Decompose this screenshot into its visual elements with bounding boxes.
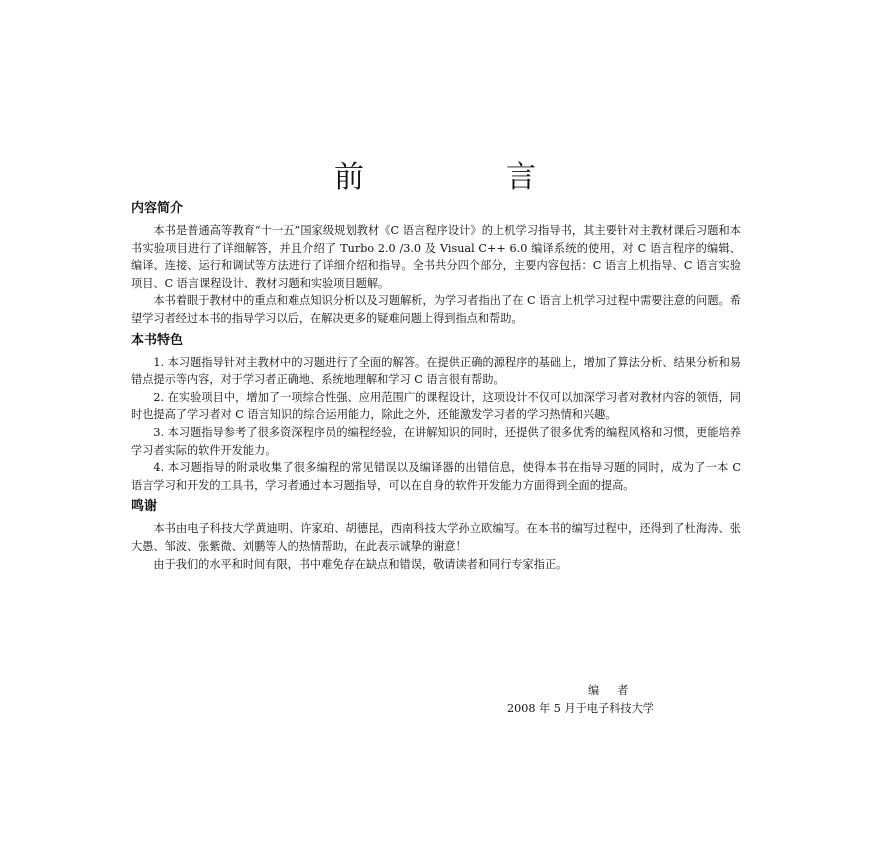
signature-date: 2008 年 5 月于电子科技大学 — [507, 702, 654, 715]
section-features — [131, 332, 741, 495]
paragraph: 4. 本习题指导的附录收集了很多编程的常见错误以及编译器的出错信息，使得本书在指导习题的同时，成为了一本 C 语言学习和开发的工具书，学习者通过本习题指导，可以在自身的软件开发能力方面得到全面的提高。 — [131, 461, 741, 492]
section-heading: 本书特色 — [131, 332, 184, 348]
section-heading: 鸣谢 — [131, 499, 158, 515]
signature-author: 编者 — [588, 684, 647, 697]
page-title: 前 言 — [334, 160, 592, 196]
section-intro — [131, 200, 741, 328]
paragraph: 本书是普通高等教育“十一五”国家级规划教材《C 语言程序设计》的上机学习指导书，其主要针对主教材课后习题和本书实验项目进行了详细解答，并且介绍了 Turbo 2.0 /3.0 及 Visual C++ 6.0 编译系统的使用，对 C 语言程序的编辑、编译、连接、运行和调试等方法进行了详细介绍和指导。全书共分四个部分，主要内容包括：C 语言上机指导、C 语言实验项目、C 语言课程设计、教材习题和实验项目题解。 — [131, 224, 741, 290]
paragraph: 本书着眼于教材中的重点和难点知识分析以及习题解析，为学习者指出了在 C 语言上机学习过程中需要注意的问题。希望学习者经过本书的指导学习以后，在解决更多的疑难问题上得到指点和帮助。 — [131, 294, 741, 325]
section-heading: 内容简介 — [131, 201, 184, 216]
section-acknowledgements — [131, 498, 741, 573]
paragraph: 由于我们的水平和时间有限，书中难免存在缺点和错误，敬请读者和同行专家指正。 — [153, 557, 568, 571]
paragraph: 2. 在实验项目中，增加了一项综合性强、应用范围广的课程设计，这项设计不仅可以加深学习者对教材内容的领悟，同时也提高了学习者对 C 语言知识的综合运用能力，除此之外，还能激发学习者的学习热情和兴趣。 — [131, 390, 741, 422]
paragraph: 本书由电子科技大学黄迪明、许家珀、胡德昆，西南科技大学孙立欧编写。在本书的编写过程中，还得到了杜海涛、张大愚、邹波、张紫微、刘鹏等人的热情帮助，在此表示诚挚的谢意！ — [131, 522, 741, 553]
paragraph: 3. 本习题指导参考了很多资深程序员的编程经验，在讲解知识的同时，还提供了很多优秀的编程风格和习惯，更能培养学习者实际的软件开发能力。 — [131, 425, 741, 457]
preface-body — [131, 200, 741, 577]
paragraph: 1. 本习题指导针对主教材中的习题进行了全面的解答。在提供正确的源程序的基础上，增加了算法分析、结果分析和易错点提示等内容，对于学习者正确地、系统地理解和学习 C 语言很有帮助。 — [131, 355, 741, 387]
